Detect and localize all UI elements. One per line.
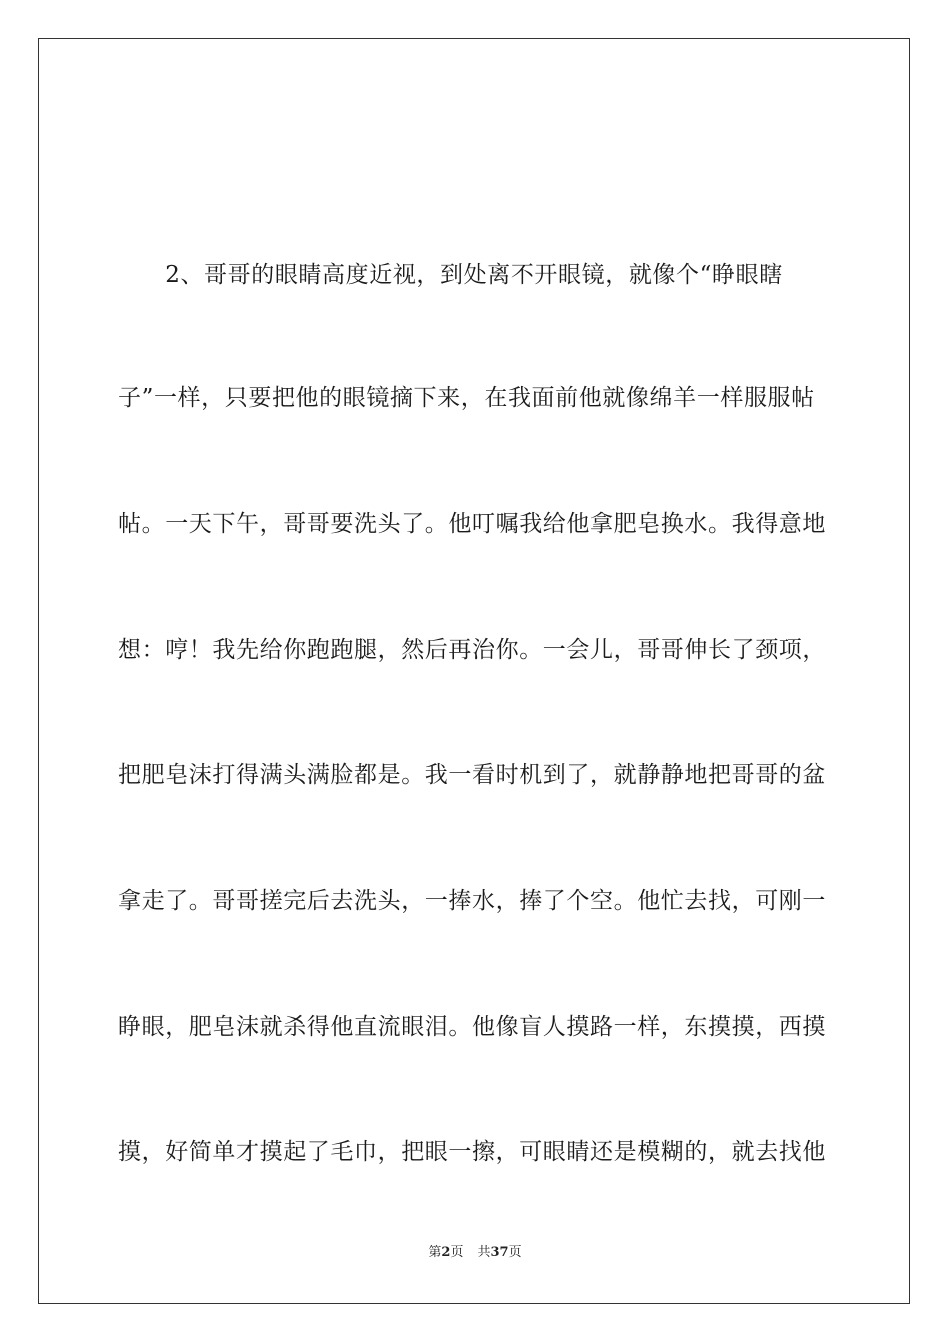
page-footer xyxy=(0,1245,950,1261)
page-border xyxy=(38,38,910,1304)
page-prefix: 第 xyxy=(428,1245,442,1260)
total-pages: 37 xyxy=(490,1245,509,1260)
paragraph-line-8: 摸，好简单才摸起了毛巾，把眼一擦，可眼睛还是模糊的，就去找他 xyxy=(118,1139,826,1165)
paragraph-line-1: 2、哥哥的眼睛高度近视，到处离不开眼镜，就像个“睁眼瞎 xyxy=(118,262,783,288)
total-suffix: 页 xyxy=(508,1245,522,1260)
page-number: 2 xyxy=(441,1245,451,1260)
paragraph-line-6: 拿走了。哥哥搓完后去洗头，一捧水，捧了个空。他忙去找，可刚一 xyxy=(118,888,826,914)
paragraph-line-5: 把肥皂沫打得满头满脸都是。我一看时机到了，就静静地把哥哥的盆 xyxy=(118,762,826,788)
page-suffix: 页 xyxy=(450,1245,464,1260)
paragraph-line-4: 想：哼！我先给你跑跑腿，然后再治你。一会儿，哥哥伸长了颈项， xyxy=(118,637,826,663)
total-prefix: 共 xyxy=(477,1245,491,1260)
paragraph-line-7: 睁眼，肥皂沫就杀得他直流眼泪。他像盲人摸路一样，东摸摸，西摸 xyxy=(118,1014,826,1040)
paragraph-line-3: 帖。一天下午，哥哥要洗头了。他叮嘱我给他拿肥皂换水。我得意地 xyxy=(118,511,826,537)
paragraph-line-2: 子”一样，只要把他的眼镜摘下来，在我面前他就像绵羊一样服服帖 xyxy=(118,385,815,411)
